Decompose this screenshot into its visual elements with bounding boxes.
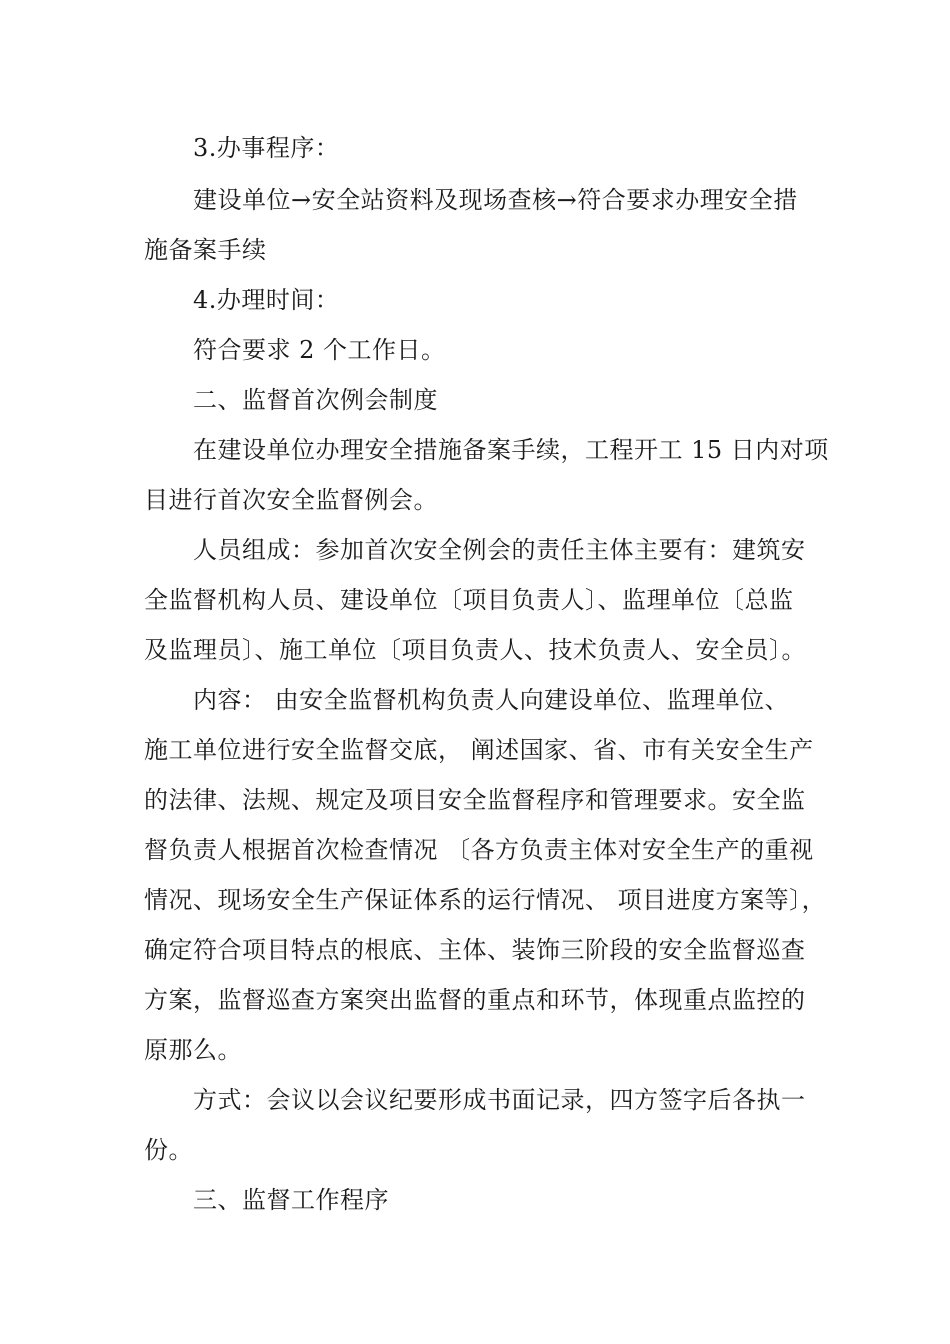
paragraph-line: 内容： 由安全监督机构负责人向建设单位、监理单位、: [193, 686, 790, 714]
heading-procedure: 3.办事程序：: [193, 134, 340, 162]
paragraph-line: 的法律、法规、规定及项目安全监督程序和管理要求。安全监: [144, 786, 806, 814]
paragraph-line: 及监理员〕、施工单位〔项目负责人、技术负责人、安全员〕。: [144, 636, 806, 664]
paragraph-line: 确定符合项目特点的根底、主体、装饰三阶段的安全监督巡查: [144, 936, 806, 964]
paragraph-line: 施备案手续: [144, 236, 267, 264]
paragraph-line: 方案，监督巡查方案突出监督的重点和环节，体现重点监控的: [144, 986, 806, 1014]
paragraph-line: 督负责人根据首次检查情况 〔各方负责主体对安全生产的重视: [144, 836, 814, 864]
paragraph-line: 施工单位进行安全监督交底， 阐述国家、省、市有关安全生产: [144, 736, 814, 764]
paragraph-line: 人员组成：参加首次安全例会的责任主体主要有：建筑安: [193, 536, 806, 564]
heading-time: 4.办理时间：: [193, 286, 340, 314]
paragraph-line: 在建设单位办理安全措施备案手续，工程开工 15 日内对项: [193, 436, 829, 464]
paragraph-line: 情况、现场安全生产保证体系的运行情况、 项目进度方案等〕，: [144, 886, 827, 914]
paragraph-line: 符合要求 2 个工作日。: [193, 336, 446, 364]
paragraph-line: 建设单位→安全站资料及现场查核→符合要求办理安全措: [193, 186, 798, 214]
section-heading-3: 三、监督工作程序: [193, 1186, 389, 1214]
section-heading-2: 二、监督首次例会制度: [193, 386, 438, 414]
paragraph-line: 全监督机构人员、建设单位〔项目负责人〕、监理单位〔总监: [144, 586, 794, 614]
paragraph-line: 份。: [144, 1136, 193, 1164]
paragraph-line: 方式：会议以会议纪要形成书面记录，四方签字后各执一: [193, 1086, 806, 1114]
paragraph-line: 目进行首次安全监督例会。: [144, 486, 438, 514]
paragraph-line: 原那么。: [144, 1036, 242, 1064]
